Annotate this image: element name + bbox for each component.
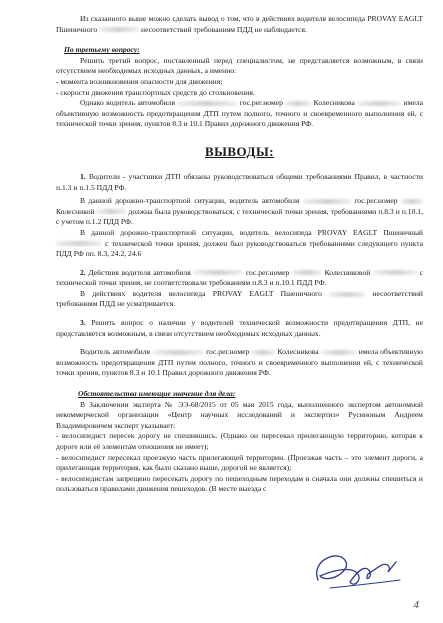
intro-text-b: несоответствий требованиям ПДД не наблюдается. <box>141 24 307 34</box>
conclusion-1-text: Водители - участники ДТП обязаны руководствоваться общими требованиями Правил, в частности п.1.3 и п.1.5 ПДД РФ. <box>56 171 423 192</box>
c1-t2d: должна была руководствоваться, с технической точки зрения, требованиями п.8.3 и п.10.1, с учетом п.1.2 ПДД РФ. <box>56 206 423 227</box>
conclusion-2-para-2 <box>56 289 423 310</box>
redacted-car <box>152 350 204 355</box>
c1-t2b: гос.рег.номер <box>354 196 398 206</box>
c2-t1b: гос.рег.номер <box>246 267 290 277</box>
c1-t3b: с технической точки зрения, должен был руководствоваться требованиями следующего пункта ПДД РФ пп. 8.3, 24.2, 24.6 <box>56 238 424 259</box>
redacted-initials <box>329 292 365 297</box>
conclusion-2-number: 2. <box>80 267 86 277</box>
intro-paragraph <box>56 14 423 35</box>
redacted-car <box>303 199 351 204</box>
c3-text: Решить вопрос о наличии у водителей технической возможности предотвращения ДТП, не представляется возможным, в связи отсутствием необходимых исходных данных. <box>56 318 423 338</box>
conclusion-3-para-2 <box>56 347 423 379</box>
conclusion-1-number: 1. <box>80 171 86 181</box>
redacted-initials <box>96 209 126 214</box>
conclusions-title: ВЫВОДЫ: <box>204 143 275 159</box>
section3-bullet-2: - скорости движения транспортных средств до столкновения. <box>56 87 255 97</box>
c1-t3: В данной дорожно-транспортной ситуации, водитель велосипеда PROVAY EAGLT Пшеничный <box>80 227 423 237</box>
intro-text-a: Из сказанного выше можно сделать вывод о том, что в действиях водителя велосипеда PROVAY EAGLT Пшеничного <box>56 14 423 34</box>
section3-heading: По третьему вопросу: <box>64 45 140 55</box>
circumstances-heading: Обстоятельства имеющие значение для дела: <box>78 389 236 399</box>
redacted-car <box>177 101 237 106</box>
s3-text-c: Колесникова <box>313 98 355 108</box>
section3-bullet-1: - момента возникновения опасности для движения; <box>56 76 223 86</box>
redacted-plate <box>251 350 275 355</box>
conclusion-1-para-2 <box>56 196 423 228</box>
section3-paragraph-2 <box>56 98 423 130</box>
redacted-initials <box>321 350 357 355</box>
page-number: 4 <box>413 599 419 612</box>
c2-t2b: несоответствий требованиям ПДД не усматривается. <box>56 288 423 309</box>
circumstances-bullet-2: - велосипедист пересекал проезжую часть прилегающей территории. (Проезжая часть – это элемент дороги, а прилегающая территория, как было сказано выше, дорогой не является); <box>56 452 423 473</box>
s3-text-a: Однако водитель автомобиля <box>80 98 175 108</box>
conclusion-3 <box>56 318 423 339</box>
redacted-plate <box>401 199 423 204</box>
c1-t2c: Колесникой <box>56 206 95 216</box>
circumstances-bullet-1: - велосипедист пересек дорогу не спешившись. (Однако он пересекал прилегающую территорию, которая к дороге или её элементам отношения не имеет); <box>56 431 423 451</box>
redacted-initials <box>56 241 102 246</box>
redacted-car <box>193 270 243 275</box>
c3-t2c: Колесникова <box>277 347 319 357</box>
conclusion-1-para-3 <box>56 228 423 260</box>
redacted-initials <box>357 101 401 106</box>
redacted-plate <box>285 101 311 106</box>
circumstances-bullet-3: - велосипедистам запрещено пересекать дорогу по пешеходным переходам и сначала они должны спешиться и пользоваться правилами движения пешеходов. (В месте выезда с <box>56 473 423 494</box>
circumstances-paragraph: В Заключении эксперта № ЭЭ-68/2015 от 05 мая 2015 года, выполненного экспертом автономной некоммерческой организации «Центр научных исследований и экспертиз» Русиновым Андреем Владимировичем эксперт указывает: <box>56 399 423 430</box>
redacted-plate <box>292 270 322 275</box>
conclusion-2 <box>56 268 423 289</box>
s3-text-d: имела объективную возможность предотвращения ДТП путем полного, точного и своевременного выполнения ей, с технической точки зрения, пунктов 8.3 и 10.1 Правил дорожного движения РФ. <box>56 98 423 129</box>
handwritten-signature-icon <box>300 540 410 600</box>
section3-paragraph: Решить третий вопрос, поставленный перед специалистом, не представляется возможным, в связи отсутствием необходимых исходных данных, а именно: <box>56 55 423 76</box>
c2-t1c: Колесниковой <box>324 267 371 277</box>
conclusion-3-number: 3. <box>80 318 86 328</box>
s3-text-b: гос.рег.номер <box>239 98 283 108</box>
c3-t2b: гос.рег.номер <box>206 347 250 357</box>
c3-t2d: имела объективную возможность предотвращения ДТП путем полного, точного и своевременного выполнения ей, с технической точки зрения, пунктов 8.3 и 10.1 Правил дорожного движения РФ. <box>56 347 423 378</box>
c2-t2: В действиях водителя велосипеда PROVAY EAGLT Пшеничного <box>80 288 322 298</box>
c3-t2a: Водитель автомобиля <box>80 347 151 357</box>
conclusion-1 <box>56 172 423 193</box>
c2-t1d: с технической точки зрения, не соответствовали требованиям п.8.3 и п.10.1 ПДД РФ. <box>56 267 424 288</box>
c2-text: Действия водителя автомобиля <box>88 267 191 277</box>
redacted-initials <box>373 270 417 275</box>
redacted-name <box>99 27 139 32</box>
c1-t2a: В данной дорожно-транспортной ситуации, водитель автомобиля <box>80 196 300 206</box>
